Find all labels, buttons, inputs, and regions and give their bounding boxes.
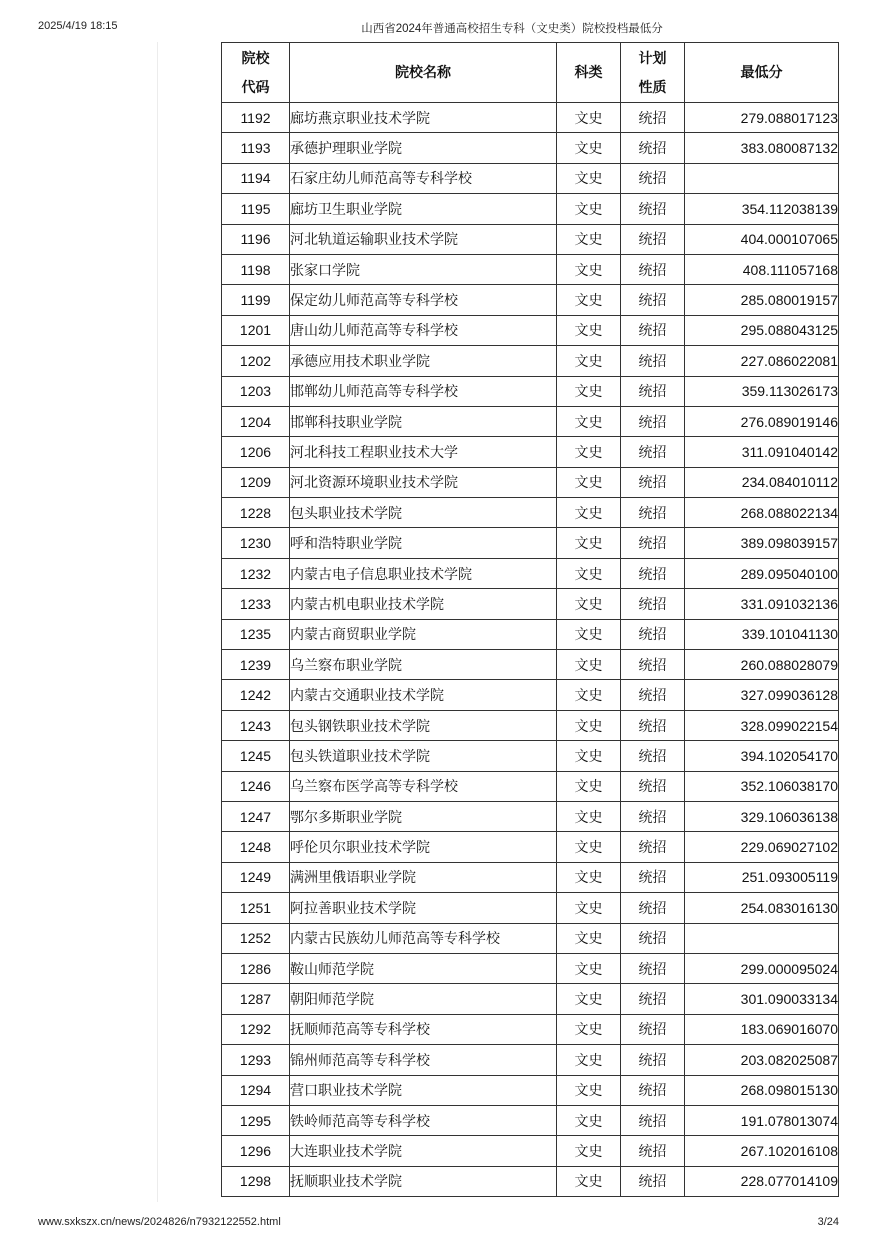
cell-category: 文史 [557, 558, 621, 588]
header-plan [621, 43, 685, 103]
header-plan-line1: 计划 [638, 49, 667, 66]
cell-name: 包头铁道职业技术学院 [290, 741, 557, 771]
table-row [222, 315, 839, 345]
cell-code: 1252 [222, 923, 290, 953]
cell-plan: 统招 [621, 1105, 685, 1135]
cell-code: 1251 [222, 893, 290, 923]
cell-name: 河北资源环境职业技术学院 [290, 467, 557, 497]
cell-plan: 统招 [621, 558, 685, 588]
cell-plan: 统招 [621, 528, 685, 558]
cell-code: 1287 [222, 984, 290, 1014]
cell-score: 203.082025087 [685, 1045, 839, 1075]
table-row [222, 710, 839, 740]
header-code-line2: 代码 [241, 78, 270, 95]
cell-plan: 统招 [621, 741, 685, 771]
header-score: 最低分 [685, 43, 839, 103]
cell-name: 廊坊燕京职业技术学院 [290, 103, 557, 133]
cell-name: 内蒙古民族幼儿师范高等专科学校 [290, 923, 557, 953]
table-row [222, 346, 839, 376]
table-row [222, 923, 839, 953]
cell-plan: 统招 [621, 801, 685, 831]
cell-code: 1292 [222, 1014, 290, 1044]
cell-name: 内蒙古交通职业技术学院 [290, 680, 557, 710]
table-row [222, 741, 839, 771]
cell-name: 乌兰察布医学高等专科学校 [290, 771, 557, 801]
table-row [222, 832, 839, 862]
cell-category: 文史 [557, 224, 621, 254]
cell-code: 1235 [222, 619, 290, 649]
cell-name: 张家口学院 [290, 254, 557, 284]
cell-plan: 统招 [621, 1166, 685, 1196]
cell-code: 1243 [222, 710, 290, 740]
cell-score: 299.000095024 [685, 953, 839, 983]
cell-score: 251.093005119 [685, 862, 839, 892]
cell-name: 铁岭师范高等专科学校 [290, 1105, 557, 1135]
cell-score: 260.088028079 [685, 650, 839, 680]
table-row [222, 163, 839, 193]
cell-score: 229.069027102 [685, 832, 839, 862]
table-row [222, 133, 839, 163]
cell-plan: 统招 [621, 406, 685, 436]
cell-code: 1242 [222, 680, 290, 710]
cell-score: 279.088017123 [685, 103, 839, 133]
cell-score: 234.084010112 [685, 467, 839, 497]
cell-name: 满洲里俄语职业学院 [290, 862, 557, 892]
cell-code: 1249 [222, 862, 290, 892]
cell-name: 朝阳师范学院 [290, 984, 557, 1014]
cell-name: 包头钢铁职业技术学院 [290, 710, 557, 740]
cell-name: 大连职业技术学院 [290, 1136, 557, 1166]
cell-plan: 统招 [621, 346, 685, 376]
cell-score: 311.091040142 [685, 437, 839, 467]
cell-score: 339.101041130 [685, 619, 839, 649]
cell-category: 文史 [557, 832, 621, 862]
cell-code: 1198 [222, 254, 290, 284]
cell-name: 唐山幼儿师范高等专科学校 [290, 315, 557, 345]
table-row [222, 589, 839, 619]
table-row [222, 771, 839, 801]
cell-score: 327.099036128 [685, 680, 839, 710]
cell-score: 228.077014109 [685, 1166, 839, 1196]
cell-code: 1206 [222, 437, 290, 467]
cell-category: 文史 [557, 254, 621, 284]
cell-score: 301.090033134 [685, 984, 839, 1014]
admission-scores-table [221, 42, 839, 1197]
cell-code: 1193 [222, 133, 290, 163]
page-number: 3/24 [817, 1216, 839, 1228]
cell-name: 邯郸幼儿师范高等专科学校 [290, 376, 557, 406]
cell-code: 1194 [222, 163, 290, 193]
header-plan-line2: 性质 [638, 78, 667, 95]
cell-code: 1295 [222, 1105, 290, 1135]
cell-name: 乌兰察布职业学院 [290, 650, 557, 680]
cell-name: 河北轨道运输职业技术学院 [290, 224, 557, 254]
table-row [222, 103, 839, 133]
cell-score: 383.080087132 [685, 133, 839, 163]
cell-name: 营口职业技术学院 [290, 1075, 557, 1105]
cell-score: 354.112038139 [685, 194, 839, 224]
cell-name: 河北科技工程职业技术大学 [290, 437, 557, 467]
cell-score: 329.106036138 [685, 801, 839, 831]
cell-name: 阿拉善职业技术学院 [290, 893, 557, 923]
cell-plan: 统招 [621, 771, 685, 801]
table-row [222, 650, 839, 680]
cell-code: 1192 [222, 103, 290, 133]
cell-score: 389.098039157 [685, 528, 839, 558]
cell-score: 191.078013074 [685, 1105, 839, 1135]
table-row [222, 801, 839, 831]
table-row [222, 376, 839, 406]
cell-plan: 统招 [621, 832, 685, 862]
table-row [222, 254, 839, 284]
cell-plan: 统招 [621, 650, 685, 680]
cell-code: 1233 [222, 589, 290, 619]
cell-plan: 统招 [621, 680, 685, 710]
cell-plan: 统招 [621, 224, 685, 254]
table-row [222, 619, 839, 649]
cell-code: 1201 [222, 315, 290, 345]
cell-category: 文史 [557, 467, 621, 497]
cell-score [685, 923, 839, 953]
cell-category: 文史 [557, 133, 621, 163]
cell-category: 文史 [557, 1136, 621, 1166]
cell-plan: 统招 [621, 498, 685, 528]
table-row [222, 1166, 839, 1196]
cell-score: 328.099022154 [685, 710, 839, 740]
table-row [222, 1014, 839, 1044]
cell-name: 承德应用技术职业学院 [290, 346, 557, 376]
cell-plan: 统招 [621, 1045, 685, 1075]
table-row [222, 1045, 839, 1075]
table-row [222, 1105, 839, 1135]
cell-name: 抚顺师范高等专科学校 [290, 1014, 557, 1044]
cell-code: 1228 [222, 498, 290, 528]
cell-score: 289.095040100 [685, 558, 839, 588]
cell-code: 1246 [222, 771, 290, 801]
cell-plan: 统招 [621, 1136, 685, 1166]
cell-category: 文史 [557, 1014, 621, 1044]
cell-code: 1199 [222, 285, 290, 315]
cell-code: 1245 [222, 741, 290, 771]
cell-plan: 统招 [621, 437, 685, 467]
page-divider [157, 42, 158, 1202]
cell-plan: 统招 [621, 953, 685, 983]
table-row [222, 862, 839, 892]
cell-plan: 统招 [621, 1014, 685, 1044]
cell-plan: 统招 [621, 893, 685, 923]
cell-plan: 统招 [621, 467, 685, 497]
cell-score: 227.086022081 [685, 346, 839, 376]
cell-category: 文史 [557, 984, 621, 1014]
cell-name: 廊坊卫生职业学院 [290, 194, 557, 224]
table-row [222, 467, 839, 497]
cell-category: 文史 [557, 376, 621, 406]
cell-category: 文史 [557, 1045, 621, 1075]
cell-name: 承德护理职业学院 [290, 133, 557, 163]
cell-category: 文史 [557, 923, 621, 953]
cell-category: 文史 [557, 589, 621, 619]
cell-score: 285.080019157 [685, 285, 839, 315]
cell-category: 文史 [557, 710, 621, 740]
cell-category: 文史 [557, 1105, 621, 1135]
cell-name: 内蒙古商贸职业学院 [290, 619, 557, 649]
cell-category: 文史 [557, 194, 621, 224]
cell-plan: 统招 [621, 710, 685, 740]
cell-category: 文史 [557, 680, 621, 710]
cell-score: 394.102054170 [685, 741, 839, 771]
cell-name: 保定幼儿师范高等专科学校 [290, 285, 557, 315]
cell-category: 文史 [557, 650, 621, 680]
cell-category: 文史 [557, 346, 621, 376]
cell-code: 1248 [222, 832, 290, 862]
cell-score: 404.000107065 [685, 224, 839, 254]
cell-category: 文史 [557, 953, 621, 983]
cell-code: 1230 [222, 528, 290, 558]
cell-score: 268.088022134 [685, 498, 839, 528]
cell-category: 文史 [557, 801, 621, 831]
cell-plan: 统招 [621, 103, 685, 133]
cell-plan: 统招 [621, 194, 685, 224]
cell-plan: 统招 [621, 589, 685, 619]
cell-category: 文史 [557, 1075, 621, 1105]
cell-score: 276.089019146 [685, 406, 839, 436]
cell-code: 1293 [222, 1045, 290, 1075]
cell-category: 文史 [557, 619, 621, 649]
cell-plan: 统招 [621, 285, 685, 315]
header-code [222, 43, 290, 103]
cell-name: 内蒙古机电职业技术学院 [290, 589, 557, 619]
cell-code: 1203 [222, 376, 290, 406]
cell-plan: 统招 [621, 619, 685, 649]
cell-plan: 统招 [621, 163, 685, 193]
cell-name: 锦州师范高等专科学校 [290, 1045, 557, 1075]
page-title: 山西省2024年普通高校招生专科（文史类）院校投档最低分 [361, 23, 663, 35]
table-row [222, 285, 839, 315]
table-row [222, 984, 839, 1014]
cell-plan: 统招 [621, 376, 685, 406]
cell-name: 包头职业技术学院 [290, 498, 557, 528]
cell-score: 254.083016130 [685, 893, 839, 923]
cell-name: 抚顺职业技术学院 [290, 1166, 557, 1196]
cell-name: 呼伦贝尔职业技术学院 [290, 832, 557, 862]
table-row [222, 1136, 839, 1166]
table-row [222, 528, 839, 558]
cell-category: 文史 [557, 103, 621, 133]
table-row [222, 558, 839, 588]
header-category: 科类 [557, 43, 621, 103]
cell-category: 文史 [557, 285, 621, 315]
cell-name: 鞍山师范学院 [290, 953, 557, 983]
table-row [222, 498, 839, 528]
table-row [222, 224, 839, 254]
table-row [222, 953, 839, 983]
cell-category: 文史 [557, 893, 621, 923]
table-header-row [222, 43, 839, 103]
cell-category: 文史 [557, 406, 621, 436]
table-row [222, 680, 839, 710]
table-row [222, 893, 839, 923]
cell-score: 295.088043125 [685, 315, 839, 345]
cell-code: 1204 [222, 406, 290, 436]
cell-name: 呼和浩特职业学院 [290, 528, 557, 558]
cell-category: 文史 [557, 862, 621, 892]
cell-plan: 统招 [621, 984, 685, 1014]
cell-category: 文史 [557, 163, 621, 193]
cell-name: 邯郸科技职业学院 [290, 406, 557, 436]
cell-code: 1232 [222, 558, 290, 588]
cell-plan: 统招 [621, 315, 685, 345]
print-datetime: 2025/4/19 18:15 [38, 20, 118, 32]
cell-code: 1209 [222, 467, 290, 497]
cell-code: 1298 [222, 1166, 290, 1196]
table-row [222, 1075, 839, 1105]
cell-score: 331.091032136 [685, 589, 839, 619]
cell-score [685, 163, 839, 193]
cell-score: 352.106038170 [685, 771, 839, 801]
cell-category: 文史 [557, 528, 621, 558]
table-row [222, 437, 839, 467]
table-row [222, 194, 839, 224]
cell-code: 1195 [222, 194, 290, 224]
cell-name: 鄂尔多斯职业学院 [290, 801, 557, 831]
cell-code: 1247 [222, 801, 290, 831]
cell-category: 文史 [557, 315, 621, 345]
cell-score: 359.113026173 [685, 376, 839, 406]
cell-plan: 统招 [621, 923, 685, 953]
cell-code: 1239 [222, 650, 290, 680]
cell-category: 文史 [557, 437, 621, 467]
cell-code: 1196 [222, 224, 290, 254]
cell-plan: 统招 [621, 862, 685, 892]
cell-score: 267.102016108 [685, 1136, 839, 1166]
cell-name: 内蒙古电子信息职业技术学院 [290, 558, 557, 588]
table-row [222, 406, 839, 436]
cell-category: 文史 [557, 1166, 621, 1196]
cell-category: 文史 [557, 741, 621, 771]
cell-code: 1286 [222, 953, 290, 983]
cell-plan: 统招 [621, 1075, 685, 1105]
cell-code: 1202 [222, 346, 290, 376]
header-name: 院校名称 [290, 43, 557, 103]
cell-score: 408.111057168 [685, 254, 839, 284]
cell-score: 183.069016070 [685, 1014, 839, 1044]
cell-code: 1294 [222, 1075, 290, 1105]
cell-code: 1296 [222, 1136, 290, 1166]
footer-url: www.sxkszx.cn/news/2024826/n7932122552.html [38, 1216, 281, 1228]
cell-name: 石家庄幼儿师范高等专科学校 [290, 163, 557, 193]
cell-score: 268.098015130 [685, 1075, 839, 1105]
cell-plan: 统招 [621, 254, 685, 284]
header-code-line1: 院校 [241, 49, 270, 66]
cell-category: 文史 [557, 498, 621, 528]
cell-category: 文史 [557, 771, 621, 801]
cell-plan: 统招 [621, 133, 685, 163]
